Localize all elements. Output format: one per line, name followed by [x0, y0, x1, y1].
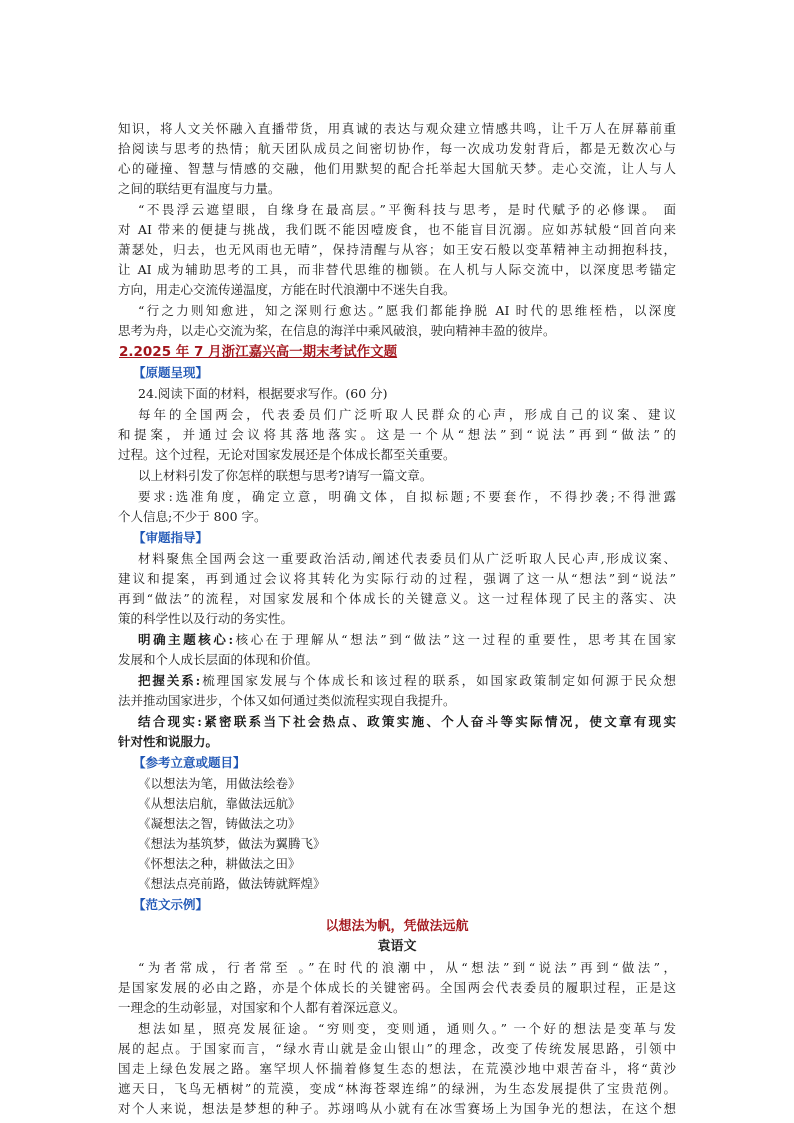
point-label: 明确主题核心: [138, 632, 234, 647]
text-line: 对 AI 带来的便捷与挑战，我们既不能因噎废食，也不能盲目沉溺。应如苏轼般“回首向来 [118, 222, 676, 237]
prompt-line: 以上材料引发了你怎样的联想与思考?请写一篇文章。 [138, 468, 433, 483]
essay-line: 展的起点。于国家而言，“绿水青山就是金山银山”的理念，改变了传统发展思路，引领中 [118, 1041, 676, 1056]
reference-title: 《从想法启航，靠做法远航》 [138, 796, 301, 811]
point-label: 结合现实: [138, 714, 202, 729]
reference-title: 《想法为基筑梦，做法为翼腾飞》 [138, 836, 326, 851]
essay-line: 遮天日，飞鸟无栖树”的荒漠，变成“林海苍翠连绵”的绿洲，为生态发展提供了宝贵范例。 [118, 1081, 676, 1096]
point-line: 法并推动国家进步，个体又如何通过类似流程实现自我提升。 [118, 693, 456, 708]
material-line: 和提案，并通过会议将其落地落实。这是一个从“想法”到“说法”再到“做法”的 [118, 427, 676, 442]
point-text: 紧密联系当下社会热点、政策实施、个人奋斗等实际情况，使文章有现实 [201, 714, 676, 729]
reference-title: 《想法点亮前路，做法铸就辉煌》 [138, 876, 326, 891]
reference-title: 《怀想法之种，耕做法之田》 [138, 856, 301, 871]
tag-original-question: 【原题呈现】 [133, 365, 209, 380]
point-line: 发展和个人成长层面的体现和价值。 [118, 652, 319, 667]
requirements-line: 个人信息;不少于 800 字。 [118, 509, 267, 524]
guide-line: 材料聚焦全国两会这一重要政治活动,阐述代表委员们从广泛听取人民心声,形成议案、 [138, 551, 676, 566]
section-title: 2.2025 年 7 月浙江嘉兴高一期末考试作文题 [119, 344, 398, 360]
text-line: 拾阅读与思考的热情；航天团队成员之间密切协作，每一次成功发射背后，都是无数次心与 [118, 141, 676, 156]
essay-line: “为者常成，行者常至 。”在时代的浪潮中，从“想法”到“说法”再到“做法”， [138, 960, 676, 975]
guide-line: 策的科学性以及行动的务实性。 [118, 611, 294, 626]
point-label: 把握关系: [138, 673, 201, 688]
tag-guide: 【审题指导】 [133, 530, 209, 545]
text-line: 之间的联结更有温度与力量。 [118, 181, 281, 196]
essay-author: 袁语文 [377, 939, 417, 954]
guide-line: 再到“做法”的流程，对国家发展和个体成长的关键意义。这一过程体现了民主的落实、决 [118, 591, 676, 606]
text-line: 萧瑟处，归去，也无风雨也无晴”，保持清醒与从容；如王安石般以变革精神主动拥抱科技， [118, 242, 676, 257]
requirements-line: 要求:选准角度，确定立意，明确文体，自拟标题;不要套作，不得抄袭;不得泄露 [138, 489, 676, 504]
point-line [138, 631, 676, 649]
guide-line: 建议和提案，再到通过会议将其转化为实际行动的过程，强调了这一从“想法”到“说法” [118, 571, 676, 586]
essay-line: 国走上绿色发展之路。塞罕坝人怀揣着修复生态的想法，在荒漠沙地中艰苦奋斗，将“黄沙 [118, 1061, 676, 1076]
text-line: 让 AI 成为辅助思考的工具，而非替代思维的枷锁。在人机与人际交流中，以深度思考锚定 [118, 262, 676, 277]
tag-sample: 【范文示例】 [133, 897, 209, 912]
text-line: 方向，用走心交流传递温度，方能在时代浪潮中不迷失自我。 [118, 282, 456, 297]
essay-line: 是国家发展的必由之路，亦是个体成长的关键密码。全国两会代表委员的履职过程，正是这 [118, 980, 676, 995]
tag-titles: 【参考立意或题目】 [133, 755, 246, 770]
point-line: 针对性和说服力。 [118, 734, 219, 749]
essay-line: 一理念的生动彰显，对国家和个人都有着深远意义。 [118, 1000, 406, 1015]
material-line: 过程。这个过程，无论对国家发展还是个体成长都至关重要。 [118, 447, 456, 462]
text-line: 知识，将人文关怀融入直播带货，用真诚的表达与观众建立情感共鸣，让千万人在屏幕前重 [118, 121, 676, 136]
question-head: 24.阅读下面的材料，根据要求写作。(60 分) [138, 386, 388, 401]
essay-title: 以想法为帆，凭做法远航 [325, 919, 469, 934]
text-line: “不畏浮云遮望眼，自缘身在最高层。”平衡科技与思考，是时代赋予的必修课。 面 [138, 202, 676, 217]
text-line: 思考为舟，以走心交流为桨，在信息的海洋中乘风破浪，驶向精神丰盈的彼岸。 [118, 323, 556, 338]
essay-line: 对个人来说，想法是梦想的种子。苏翊鸣从小就有在冰雪赛场上为国争光的想法，在这个想 [118, 1101, 676, 1116]
material-line: 每年的全国两会，代表委员们广泛听取人民群众的心声，形成自己的议案、建议 [138, 407, 676, 422]
point-line [138, 672, 676, 690]
point-line [138, 713, 676, 731]
reference-title: 《凝想法之智，铸做法之功》 [138, 816, 301, 831]
reference-title: 《以想法为笔，用做法绘卷》 [138, 776, 301, 791]
point-text: 梳理国家发展与个体成长和该过程的联系，如国家政策制定如何源于民众想 [200, 673, 676, 688]
essay-line: 想法如星，照亮发展征途。“穷则变，变则通，通则久。” 一个好的想法是变革与发 [138, 1021, 676, 1036]
text-line: 心的碰撞、智慧与情感的交融，他们用默契的配合托举起大国航天梦。走心交流，让人与人 [118, 161, 676, 176]
text-line: “行之力则知愈进，知之深则行愈达。”愿我们都能挣脱 AI 时代的思维桎梏，以深度 [138, 303, 676, 318]
point-text: 核心在于理解从“想法”到“做法”这一过程的重要性，思考其在国家 [233, 632, 676, 647]
